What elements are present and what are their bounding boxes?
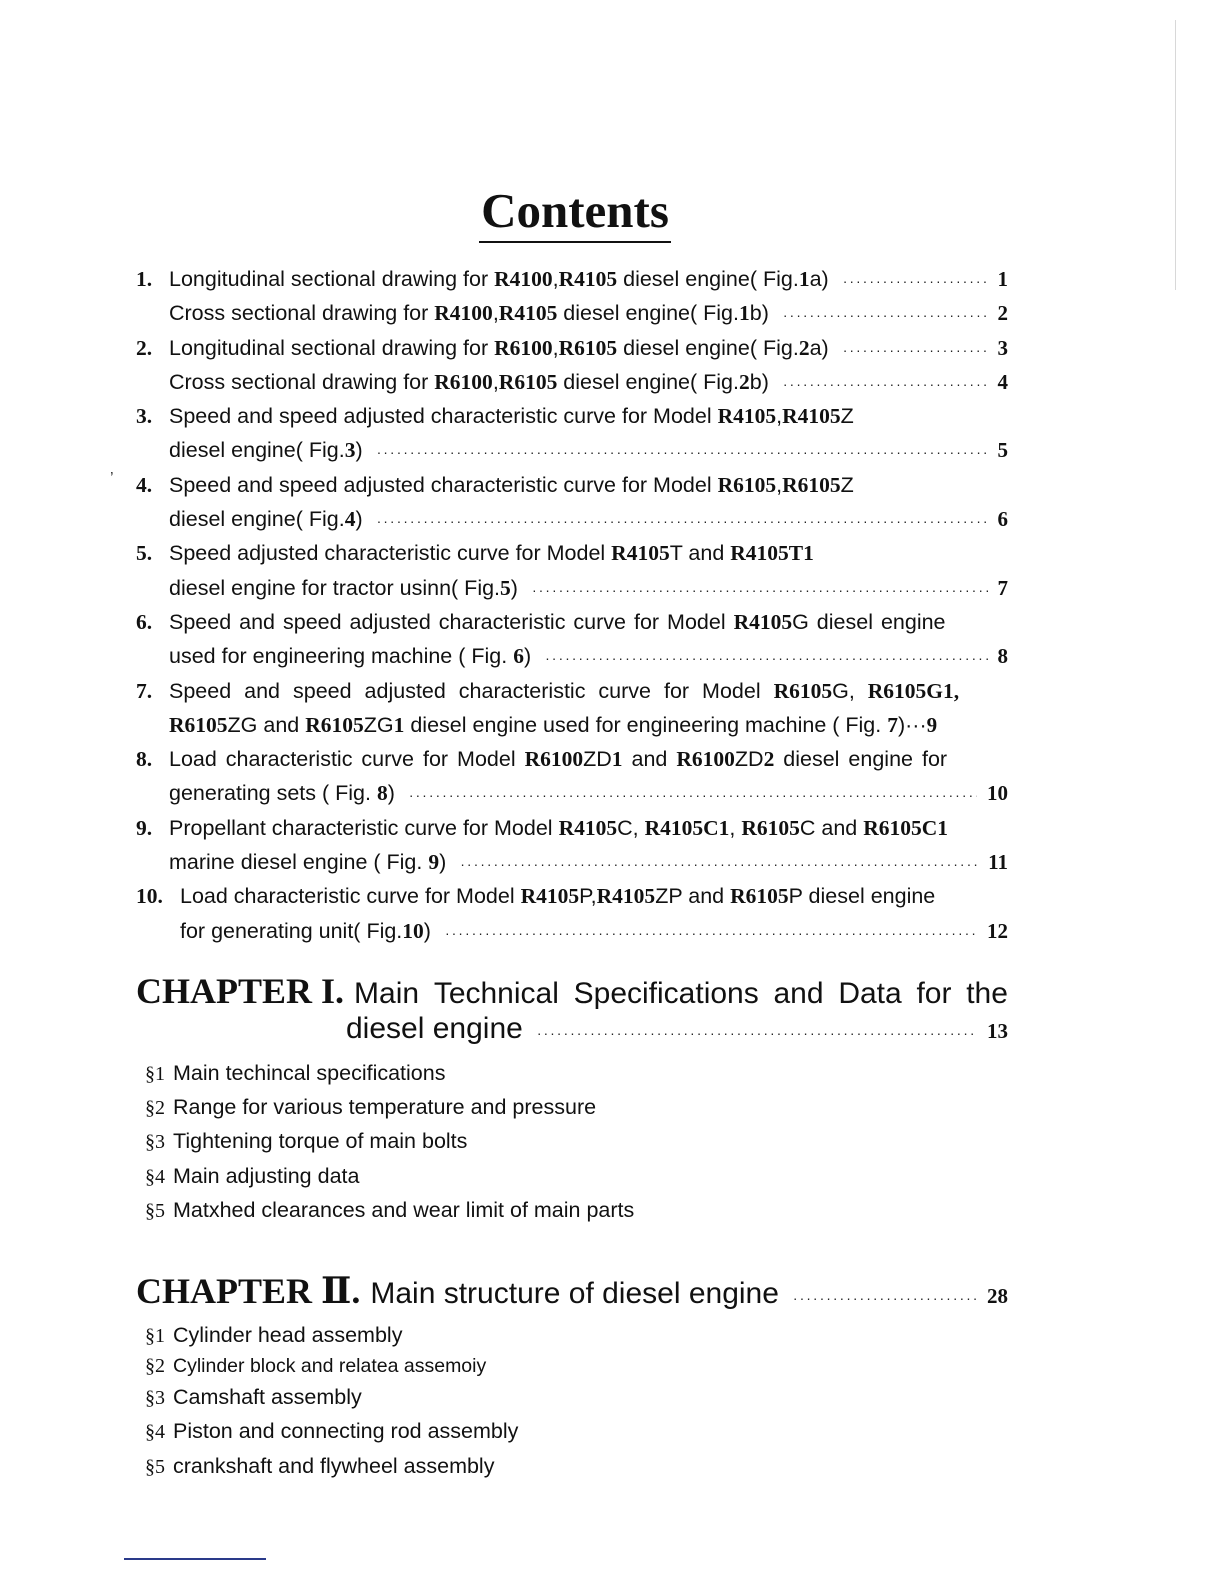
section-item[interactable]: §3 Camshaft assembly (145, 1385, 362, 1410)
page-number: 8 (997, 644, 1008, 669)
entry-number: 4. (136, 472, 153, 497)
entry-number: 3. (136, 404, 153, 429)
entry-number: 6. (136, 609, 153, 634)
entry-text-cont: marine diesel engine ( Fig. 9) (169, 850, 447, 875)
page-number: 12 (987, 918, 1008, 943)
entry-text-cont: used for engineering machine ( Fig. 6) (169, 644, 532, 669)
chapter-1-heading-cont[interactable] (136, 1012, 1008, 1046)
toc-entry[interactable] (136, 468, 1008, 537)
page-number: 13 (987, 1019, 1008, 1043)
toc-entry[interactable] (136, 296, 1008, 330)
chapter-1-heading[interactable] (136, 970, 1008, 1012)
page-number: 5 (997, 438, 1008, 463)
page-number: 11 (988, 850, 1008, 875)
dot-leader (445, 916, 977, 950)
chapter-label: CHAPTER I. (136, 971, 345, 1011)
entry-number: 7. (136, 678, 153, 703)
entry-text: Load characteristic curve for Model R6100ZD1 and R6100ZD2 diesel engine for (169, 747, 948, 772)
footer-rule (124, 1558, 266, 1560)
dot-leader (793, 1290, 977, 1306)
dot-leader (783, 298, 988, 332)
section-item[interactable]: §4 Main adjusting data (145, 1163, 360, 1188)
section-item[interactable]: §2 Cylinder block and relatea assemoiy (145, 1355, 487, 1378)
dot-leader (783, 367, 988, 401)
dot-leader (460, 847, 978, 881)
entry-text: Speed adjusted characteristic curve for Model R4105T and R4105T1 (169, 541, 814, 566)
entry-text: Speed and speed adjusted characteristic curve for Model R4105,R4105Z (169, 404, 854, 429)
entry-number: 9. (136, 815, 153, 840)
dot-leader (377, 504, 988, 538)
contents-list (136, 262, 1008, 948)
entry-number: 5. (136, 541, 153, 566)
dot-leader (843, 333, 988, 367)
entry-text-cont: diesel engine for tractor usinn( Fig.5) (169, 575, 518, 600)
dot-leader (409, 778, 977, 812)
entry-text: Speed and speed adjusted characteristic curve for Model R6105,R6105Z (169, 472, 854, 497)
page-number: 28 (987, 1284, 1008, 1308)
section-item[interactable]: §1 Main techincal specifications (145, 1061, 446, 1085)
page-number: 1 (997, 267, 1008, 291)
dot-leader (843, 264, 988, 298)
section-item[interactable]: §5 Matxhed clearances and wear limit of main parts (145, 1197, 635, 1222)
dot-leader (532, 573, 988, 607)
entry-text: Longitudinal sectional drawing for R4100,R4105 diesel engine( Fig.1a) (169, 267, 829, 291)
page-number: 9 (926, 712, 938, 737)
entry-text: Speed and speed adjusted characteristic curve for Model R4105G diesel engine (169, 609, 946, 634)
entry-number: 10. (136, 884, 163, 909)
chapter-title-cont: diesel engine (346, 1012, 523, 1045)
section-item[interactable]: §4 Piston and connecting rod assembly (145, 1419, 519, 1444)
chapter-1 (136, 970, 1008, 1227)
entry-text-cont: diesel engine( Fig.4) (169, 507, 363, 532)
page-number: 3 (997, 335, 1008, 360)
section-item[interactable]: §2 Range for various temperature and pressure (145, 1095, 597, 1120)
entry-text: Load characteristic curve for Model R4105P,R4105ZP and R6105P diesel engine (180, 884, 936, 909)
toc-entry[interactable] (136, 879, 1008, 948)
toc-entry[interactable] (136, 605, 1008, 674)
entry-number: 2. (136, 335, 153, 360)
page-number: 6 (997, 507, 1008, 532)
toc-entry[interactable] (136, 365, 1008, 399)
entry-text: Speed and speed adjusted characteristic curve for Model R6105G, R6105G1, (169, 678, 960, 703)
dot-leader (545, 641, 987, 675)
dot-leader (377, 435, 988, 469)
chapter-title: Main Technical Specifications and Data for the (354, 977, 1008, 1010)
toc-entry[interactable] (136, 811, 1008, 880)
page-number: 4 (997, 369, 1008, 394)
entry-text-cont: diesel engine( Fig.3) (169, 438, 363, 463)
entry-text: Cross sectional drawing for R4100,R4105 diesel engine( Fig.1b) (169, 301, 769, 326)
page-number: 2 (997, 301, 1008, 326)
entry-text: Propellant characteristic curve for Model R4105C, R4105C1, R6105C and R6105C1 (169, 815, 949, 840)
toc-entry[interactable] (136, 674, 1008, 743)
page-title: Contents (0, 182, 1150, 243)
entry-text-cont: for generating unit( Fig.10) (180, 918, 431, 943)
stray-mark: ’ (110, 470, 114, 487)
toc-entry[interactable] (136, 399, 1008, 468)
page-number: 7 (997, 575, 1008, 600)
section-item[interactable]: §5 crankshaft and flywheel assembly (145, 1453, 495, 1478)
entry-text-cont: generating sets ( Fig. 8) (169, 781, 395, 806)
toc-entry[interactable] (136, 742, 1008, 811)
entry-number: 1. (136, 267, 153, 291)
entry-text: Cross sectional drawing for R6100,R6105 diesel engine( Fig.2b) (169, 369, 769, 394)
chapter-2 (136, 1270, 1008, 1483)
section-item[interactable]: §3 Tightening torque of main bolts (145, 1129, 468, 1154)
chapter-2-heading[interactable] (136, 1270, 1008, 1312)
entry-text-cont: R6105ZG and R6105ZG1 diesel engine used for engineering machine ( Fig. 7)··· (169, 712, 927, 737)
toc-entry[interactable] (136, 331, 1008, 365)
chapter-title: Main structure of diesel engine (370, 1277, 779, 1310)
page-number: 10 (987, 781, 1008, 806)
entry-text: Longitudinal sectional drawing for R6100,R6105 diesel engine( Fig.2a) (169, 335, 829, 360)
chapter-label: CHAPTER Ⅱ. (136, 1271, 361, 1311)
toc-entry[interactable] (136, 536, 1008, 605)
scan-edge-line (1175, 20, 1176, 290)
dot-leader (537, 1025, 977, 1041)
entry-number: 8. (136, 747, 153, 772)
toc-entry[interactable] (136, 262, 1008, 296)
section-item[interactable]: §1 Cylinder head assembly (145, 1323, 403, 1347)
